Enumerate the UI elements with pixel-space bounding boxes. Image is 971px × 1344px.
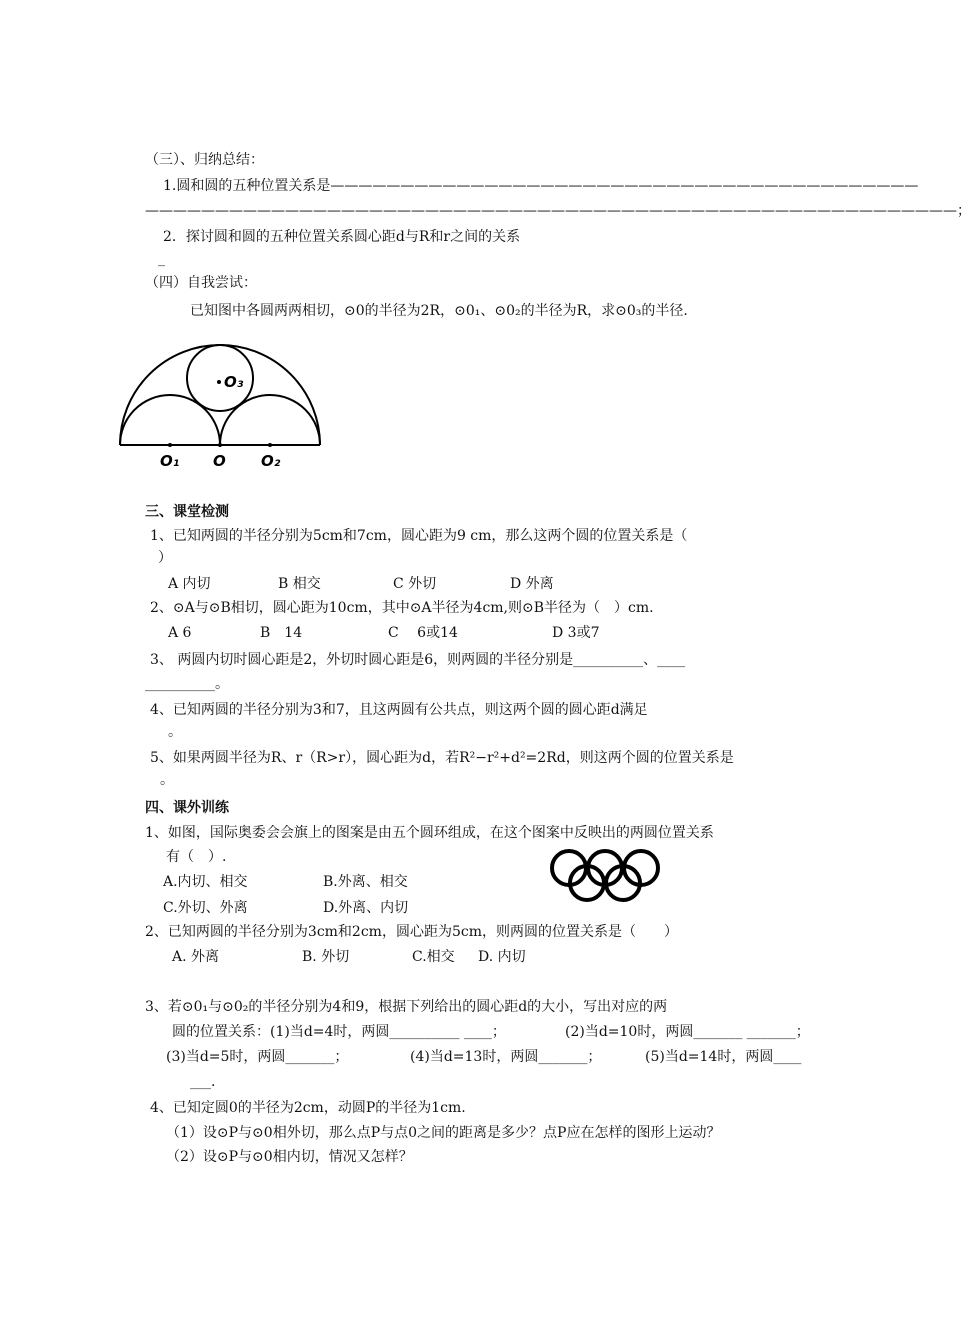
self-try-problem: 已知图中各圆两两相切，⊙0的半径为2R，⊙0₁、⊙0₂的半径为R，求⊙0₃的半径.	[190, 303, 688, 319]
extra-q3: 3、若⊙0₁与⊙0₂的半径分别为4和9，根据下列给出的圆心距d的大小，写出对应的两	[145, 999, 668, 1015]
extra-q2-option-a: A. 外离	[172, 949, 220, 965]
olympic-rings-figure	[545, 848, 680, 904]
label-o3: O₃	[224, 373, 244, 391]
check-q1-option-b: B 相交	[278, 576, 321, 592]
section-extra-training-title: 四、课外训练	[145, 800, 229, 816]
check-q2-option-d: D 3或7	[552, 625, 600, 641]
extra-q4-part1: （1）设⊙P与⊙0相外切，那么点P与点0之间的距离是多少？点P应在怎样的图形上运动？	[166, 1125, 721, 1141]
extra-q3-item3: (3)当d=5时，两圆_______；	[166, 1049, 349, 1065]
section-summary-title: （三）、归纳总结：	[145, 152, 264, 168]
label-o1: O₁	[160, 452, 180, 470]
extra-q1-continued: 有（ ）.	[166, 849, 227, 865]
check-q5: 5、如果两圆半径为R、r（R>r），圆心距为d，若R²−r²+d²=2Rd，则这两个圆的位置关系是	[150, 750, 734, 766]
extra-q4-part2: （2）设⊙P与⊙0相内切，情况又怎样？	[166, 1149, 413, 1165]
check-q5-continued: 。	[160, 772, 174, 788]
check-q1-option-a: A 内切	[168, 576, 211, 592]
section-self-try-title: （四）自我尝试：	[145, 275, 257, 291]
summary-q1-continued: ——————————————————————————————————————————————————————————；	[145, 203, 971, 219]
extra-q3-item2: (2)当d=10时，两圆_______ _______；	[565, 1024, 810, 1040]
extra-q3-item5-continued: ___.	[190, 1074, 216, 1090]
extra-q3-item5: (5)当d=14时，两圆____	[645, 1049, 802, 1065]
summary-q2: 2．探讨圆和圆的五种位置关系圆心距d与R和r之间的关系	[163, 229, 521, 245]
extra-q2-option-d: D. 内切	[478, 949, 526, 965]
extra-q2: 2、已知两圆的半径分别为3cm和2cm，圆心距为5cm，则两圆的位置关系是（ ）	[145, 924, 678, 940]
extra-q3-item4: (4)当d=13时，两圆_______；	[410, 1049, 602, 1065]
check-q1-continued: ）	[158, 550, 172, 566]
label-o2: O₂	[261, 452, 281, 470]
extra-q3-item1: 圆的位置关系：(1)当d=4时，两圆__________ ____；	[172, 1024, 506, 1040]
summary-blank: _	[158, 251, 165, 267]
extra-q2-option-b: B. 外切	[302, 949, 350, 965]
extra-q1-option-d: D.外离、内切	[323, 900, 409, 916]
check-q2-option-b: B 14	[260, 625, 303, 641]
check-q1: 1、已知两圆的半径分别为5cm和7cm，圆心距为9 cm，那么这两个圆的位置关系是（	[150, 528, 688, 544]
check-q4: 4、已知两圆的半径分别为3和7，且这两圆有公共点，则这两个圆的圆心距d满足	[150, 702, 648, 718]
check-q4-continued: 。	[168, 724, 182, 740]
extra-q1: 1、如图，国际奥委会会旗上的图案是由五个圆环组成，在这个图案中反映出的两圆位置关系	[145, 825, 714, 841]
check-q3: 3、 两圆内切时圆心距是2，外切时圆心距是6，则两圆的半径分别是__________、____	[150, 652, 686, 668]
check-q1-option-c: C 外切	[393, 576, 437, 592]
check-q3-continued: __________。	[145, 676, 229, 692]
summary-q1: 1.圆和圆的五种位置关系是——————————————————————————————————————————	[163, 178, 919, 194]
check-q2-option-a: A 6	[168, 625, 192, 641]
extra-q2-option-c: C.相交	[412, 949, 455, 965]
check-q2-option-c: C 6或14	[388, 625, 458, 641]
extra-q1-option-c: C.外切、外离	[163, 900, 248, 916]
tangent-circles-figure	[110, 335, 330, 475]
check-q2: 2、⊙A与⊙B相切，圆心距为10cm，其中⊙A半径为4cm,则⊙B半径为（ ）cm.	[150, 600, 654, 616]
check-q1-option-d: D 外离	[510, 576, 554, 592]
section-classroom-check-title: 三、课堂检测	[145, 504, 229, 520]
extra-q1-option-b: B.外离、相交	[323, 874, 408, 890]
label-o: O	[213, 452, 226, 470]
extra-q1-option-a: A.内切、相交	[163, 874, 248, 890]
extra-q4: 4、已知定圆0的半径为2cm，动圆P的半径为1cm.	[150, 1100, 466, 1116]
